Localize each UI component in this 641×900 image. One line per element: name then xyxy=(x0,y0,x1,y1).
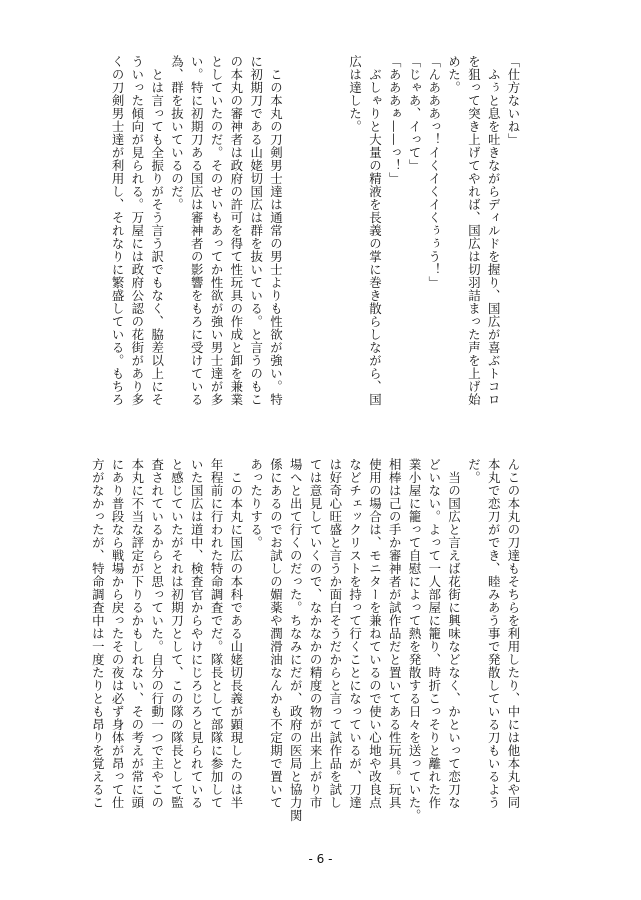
text-line: くの刀剣男士達が利用し、それなりに繁盛している。もちろ xyxy=(110,55,126,406)
text-line: にあり普段なら戦場から戻ったその夜は必ず身体が昂って仕 xyxy=(110,458,126,809)
text-line: としていたのだ。そのせいもあってか性欲が強い男士達が多 xyxy=(209,55,225,406)
text-line: の本丸の審神者は政府の許可を得て性玩具の作成と卸を兼業 xyxy=(228,55,244,406)
text-line: などチェックリストを持って行くことになっているが、刀達 xyxy=(347,458,363,809)
text-line: めた。 xyxy=(446,55,462,94)
text-line: 年程前に行われた特命調査でだ。隊長として部隊に参加して xyxy=(209,458,225,809)
text-line: いた国広は道中、検査官からやけにじろじろと見られている xyxy=(189,458,205,809)
text-line: ういった傾向が見られる。万屋には政府公認の花街があり多 xyxy=(129,55,145,406)
text-line: は好奇心旺盛と言うか面白そうだからと言って試作品を試し xyxy=(327,458,343,809)
text-line: を狙って突き上げてやれば、国広は切羽詰まった声を上げ始 xyxy=(466,55,482,406)
text-line: 「じゃあ、イって」 xyxy=(407,55,423,172)
page-number: - 6 - xyxy=(308,852,333,866)
text-line: い。特に初期刀ある国広は審神者の影響をもろに受けている xyxy=(189,55,205,406)
text-line: 相棒は己の手か審神者が試作品だと置いてある性玩具。玩具 xyxy=(387,458,403,809)
text-line: ふぅと息を吐きながらディルドを握り、国広が喜ぶトコロ xyxy=(486,55,502,406)
text-line: あったりする。 xyxy=(248,458,264,549)
text-line: 「仕方ないね」 xyxy=(506,55,521,146)
text-line: と感じていたがそれは初期刀として、この隊の隊長として監 xyxy=(169,458,185,809)
text-line: 為、群を抜いているのだ。 xyxy=(169,55,185,211)
upper-text-block xyxy=(107,55,523,435)
text-line: 「んあああっ！イくイくイくぅぅう！」 xyxy=(426,55,442,289)
text-line: 「あああぁ——っ！」 xyxy=(387,55,403,185)
text-line: 当の国広と言えば花街に興味などなく、かといって恋刀な xyxy=(446,458,462,809)
text-line: だ。 xyxy=(466,458,482,484)
text-line: 広は達した。 xyxy=(347,55,363,133)
text-line: 査されているからと思っていた。自分の行動一つで主やこの xyxy=(149,458,165,809)
text-line xyxy=(325,55,345,435)
text-line: ぶしゃりと大量の精液を長義の掌に巻き散らしながら、国 xyxy=(367,55,383,406)
text-line: とは言っても全振りがそう言う訳でもなく、脇差以上にそ xyxy=(149,55,165,406)
text-line: 方がなかったが、特命調査中は一度たりとも昂りを覚えるこ xyxy=(90,458,106,809)
text-line: この本丸の刀剣男士達は通常の男士よりも性欲が強い。特 xyxy=(268,55,284,406)
text-line: ては意見していくので、なかなかの精度の物が出来上がり市 xyxy=(308,458,324,809)
text-line xyxy=(305,55,325,435)
text-line: 係にあるのでお試しの媚薬や潤滑油なんかも不定期で置いて xyxy=(268,458,284,809)
text-line: 使用の場合は、モニターを兼ねているので使い心地や改良点 xyxy=(367,458,383,809)
text-line: 場へと出て行くのだった。ちなみにだが、政府の医局と協力関 xyxy=(288,458,304,822)
text-line: どいない。よって一人部屋に籠り、時折こっそりと離れた作 xyxy=(426,458,442,809)
text-line: んこの本丸の刀達もそちらを利用したり、中には他本丸や同 xyxy=(506,458,521,809)
text-line: この本丸に国広の本科である山姥切長義が顕現したのは半 xyxy=(228,458,244,809)
text-line: に初期刀である山姥切国広は群を抜いている。と言うのもこ xyxy=(248,55,264,406)
text-line: 本丸で恋刀ができ、睦みあう事で発散している刀もいるよう xyxy=(486,458,502,809)
text-line xyxy=(285,55,305,435)
text-line: 本丸に不当な評定が下りるかもしれない、その考えが常に頭 xyxy=(129,458,145,809)
lower-text-block xyxy=(87,458,523,838)
text-line: 業小屋に籠って自慰によって熱を発散する日々を送っていた。 xyxy=(407,458,423,822)
